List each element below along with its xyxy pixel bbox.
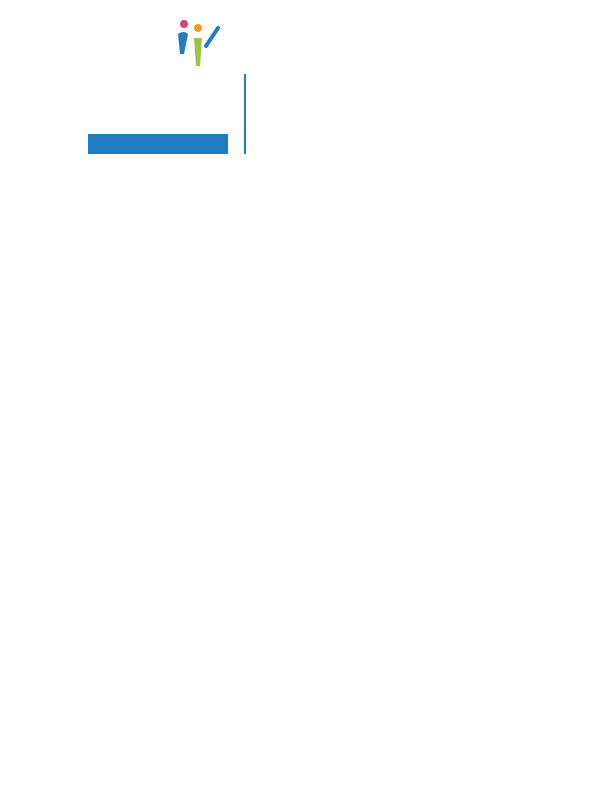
people-figures-icon — [170, 18, 220, 78]
logo-tagline-box — [88, 134, 228, 154]
familles-rurales-logo — [88, 18, 233, 156]
header-divider — [244, 74, 246, 154]
footer-color-stripe — [72, 717, 540, 724]
header-color-stripe — [256, 144, 464, 152]
logo-tagline — [88, 134, 228, 154]
